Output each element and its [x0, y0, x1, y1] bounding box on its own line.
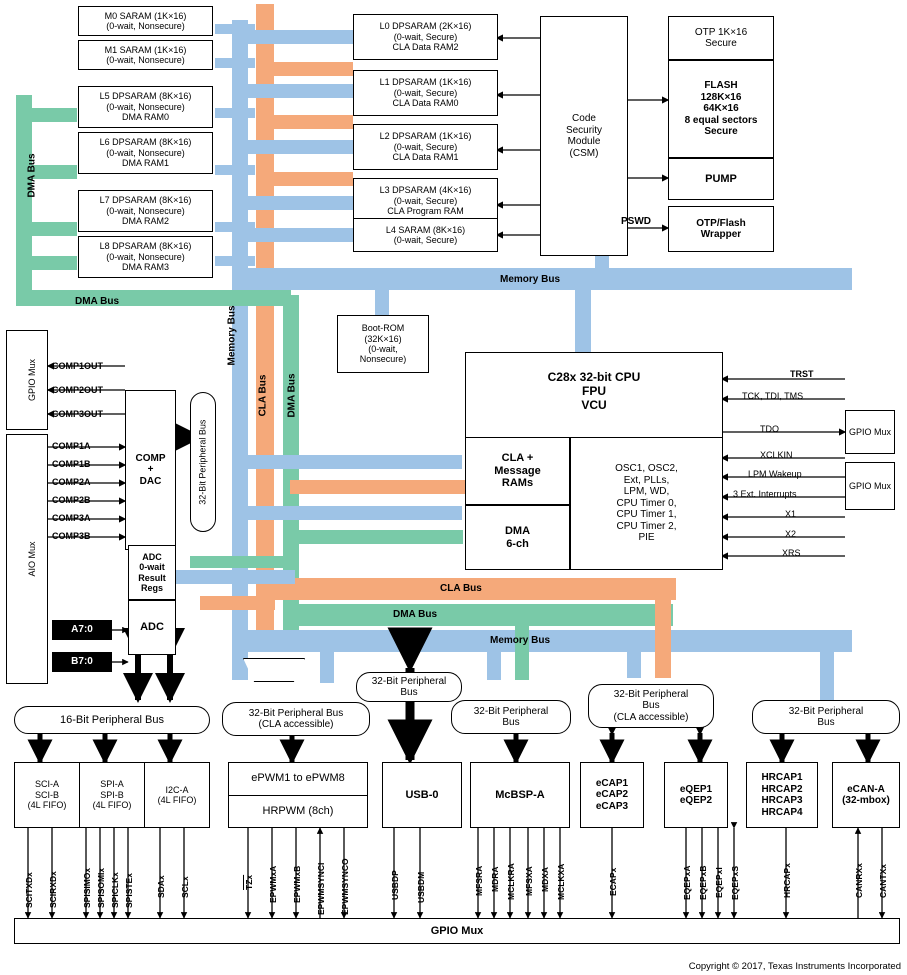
memory-block-l2-label: L2 DPSARAM (1K×16) (0-wait, Secure) CLA Data RAM1	[379, 131, 472, 163]
memory-block-l6-label: L6 DPSARAM (8K×16) (0-wait, Nonsecure) DMA RAM1	[99, 137, 192, 169]
dma-block	[465, 505, 570, 570]
bus-pill-32-bit-right-label: 32-Bit Peripheral Bus	[788, 705, 864, 728]
copyright-notice: Copyright © 2017, Texas Instruments Incorporated	[688, 961, 901, 972]
memory-block-l0-label: L0 DPSARAM (2K×16) (0-wait, Secure) CLA Data RAM2	[379, 21, 472, 53]
otp-label: OTP 1K×16 Secure	[694, 26, 748, 49]
memory-block-l6	[78, 132, 213, 174]
bus-pill-32-bit-usb	[356, 672, 462, 702]
mem-arrow-l5	[215, 108, 255, 118]
memory-block-l5	[78, 86, 213, 128]
pin-epwmxb: EPWMxB	[292, 865, 302, 903]
pin-usbdp: USBDP	[390, 870, 400, 900]
pin-usbdm: USBDM	[416, 871, 426, 903]
bus-pill-16-bit-peripheral	[14, 706, 210, 734]
gpio-mux-right-clk	[845, 462, 895, 510]
dma-arrow-l8	[32, 256, 77, 270]
mid-orange-l1	[256, 62, 353, 76]
pin-hrcapx: HRCAPx	[782, 863, 792, 898]
memory-block-l4-label: L4 SARAM (8K×16) (0-wait, Secure)	[385, 224, 466, 245]
adc-green	[190, 556, 290, 568]
bus-pill-16-bit-peripheral-label: 16-Bit Peripheral Bus	[60, 713, 164, 726]
pin-spisimox: SPISIMOx	[82, 867, 92, 908]
mid-blue-l1	[248, 84, 353, 98]
analog-port-b-label: B7:0	[71, 656, 93, 668]
memory-block-l5-label: L5 DPSARAM (8K×16) (0-wait, Nonsecure) DMA RAM0	[99, 91, 192, 123]
signal-ext-interrupts: 3 Ext. Interrupts	[733, 489, 797, 499]
memory-block-l7	[78, 190, 213, 232]
boot-rom-block	[337, 315, 429, 373]
bus-pill-32-bit-mcbsp-label: 32-Bit Peripheral Bus	[473, 705, 549, 728]
signal-lpm-wakeup: LPM Wakeup	[748, 469, 802, 479]
pin-scitxdx: SCITXDx	[24, 872, 34, 908]
peripheral-hrpwm: HRPWM (8ch)	[262, 804, 334, 817]
memory-block-l7-label: L7 DPSARAM (8K×16) (0-wait, Nonsecure) DMA RAM2	[99, 195, 192, 227]
memory-block-l0	[353, 14, 498, 60]
pin-sclx: SCLx	[180, 876, 190, 898]
bus-pill-32-bit-mcbsp	[451, 700, 571, 734]
dma-arrow-l5	[32, 108, 77, 122]
dma-arrow-l6	[32, 165, 77, 179]
mem-arrow-m1	[215, 58, 255, 68]
peripheral-usb	[382, 762, 462, 828]
adc-result-regs-label: ADC 0-wait Result Regs	[138, 551, 166, 593]
pin-spiclkx: SPICLKx	[110, 872, 120, 908]
peripheral-bus-32-vertical-label: 32-Bit Peripheral Bus	[197, 419, 208, 505]
mid-blue-l3	[248, 196, 353, 210]
comp2a-label: COMP2A	[52, 477, 91, 487]
peripheral-eqep-label: eQEP1 eQEP2	[679, 783, 713, 806]
pin-eqepxs: EQEPxS	[730, 865, 740, 900]
peripheral-ecap-label: eCAP1 eCAP2 eCAP3	[595, 777, 629, 812]
memory-block-l8-label: L8 DPSARAM (8K×16) (0-wait, Nonsecure) DMA RAM3	[99, 241, 192, 273]
signal-xclkin: XCLKIN	[760, 450, 793, 460]
dma-bus-mid-bar	[283, 604, 673, 626]
signal-trst: TRST	[790, 369, 814, 379]
pin-spistex: SPISTEx	[124, 873, 134, 908]
gpio-mux-right-jtag-label: GPIO Mux	[848, 426, 891, 437]
gpio-mux-right-clk-label: GPIO Mux	[848, 480, 891, 491]
boot-rom-label: Boot-ROM (32K×16) (0-wait, Nonsecure)	[359, 323, 407, 365]
adc-label: ADC	[140, 621, 164, 634]
memory-block-l2	[353, 124, 498, 170]
pin-eqepxa: EQEPxA	[682, 865, 692, 900]
memory-block-l1-label: L1 DPSARAM (1K×16) (0-wait, Secure) CLA Data RAM0	[379, 77, 472, 109]
bus-label-cla-vertical: CLA Bus	[257, 374, 269, 417]
memory-bus-drop-epwm	[320, 648, 334, 683]
peripheral-usb-label: USB-0	[405, 788, 439, 801]
pin-cantxx: CANTXx	[878, 863, 888, 898]
peripheral-ecap	[580, 762, 644, 828]
code-security-module	[540, 16, 628, 256]
comp2b-label: COMP2B	[52, 495, 91, 505]
otp-block	[668, 16, 774, 60]
bus-pill-32-bit-ecap-cla	[588, 684, 714, 728]
cla-label: CLA + Message RAMs	[494, 452, 541, 490]
mid-orange-l3	[256, 172, 353, 186]
bus-pill-32-bit-usb-label: 32-Bit Peripheral Bus	[371, 675, 447, 698]
pin-mfsra: MFSRA	[474, 865, 484, 896]
gpio-mux-bottom-label: GPIO Mux	[430, 924, 484, 937]
dma-bus-horizontal-left	[16, 290, 291, 306]
adc-block	[128, 600, 176, 655]
peripheral-i2c: I2C-A (4L FIFO)	[157, 784, 197, 805]
memory-bus-boot-rom	[375, 290, 389, 315]
peripheral-bus-32-vertical	[190, 392, 216, 532]
pin-eqepxb: EQEPxB	[698, 865, 708, 900]
pump-label: PUMP	[705, 172, 737, 185]
mid-orange-l2	[256, 115, 353, 129]
adc-result-regs	[128, 545, 176, 600]
peripheral-eqep	[664, 762, 728, 828]
cla-bus-vertical	[256, 4, 274, 634]
bus-pill-32-bit-right	[752, 700, 900, 734]
pin-epwmsynco: EPWMSYNCO	[340, 858, 350, 915]
bus-label-memory-mid: Memory Bus	[490, 635, 551, 646]
otp-flash-wrapper-label: OTP/Flash Wrapper	[696, 217, 746, 240]
bus-pill-32-bit-cla-label: 32-Bit Peripheral Bus (CLA accessible)	[248, 707, 344, 730]
signal-xrs: XRS	[782, 548, 801, 558]
signal-tck-tdi-tms: TCK, TDI, TMS	[742, 391, 804, 401]
analog-port-a-label: A7:0	[71, 624, 93, 636]
comp2out-label: COMP2OUT	[52, 385, 104, 395]
mid-blue-l0	[248, 30, 353, 44]
comp-dac-block	[125, 390, 176, 550]
signal-x1: X1	[785, 509, 797, 519]
gpio-mux-right-jtag	[845, 410, 895, 454]
memory-block-l8	[78, 236, 213, 278]
adc-orange	[200, 596, 275, 610]
pump-block	[668, 158, 774, 200]
aio-mux-label: AIO Mux	[27, 541, 37, 577]
peripheral-ecan-label: eCAN-A (32-mbox)	[842, 783, 890, 806]
aio-mux	[6, 434, 48, 684]
pin-mdxa: MDXA	[540, 866, 550, 892]
mem-arrow-l8	[215, 256, 255, 266]
pin-mclkra: MCLKRA	[506, 863, 516, 900]
memory-block-m1-label: M1 SARAM (1K×16) (0-wait, Nonsecure)	[104, 44, 187, 65]
peripheral-hrcap-label: HRCAP1 HRCAP2 HRCAP3 HRCAP4	[761, 772, 803, 818]
osc-label: OSC1, OSC2, Ext, PLLs, LPM, WD, CPU Timer 0, CPU Timer 1, CPU Timer 2, PIE	[615, 463, 678, 544]
pin-epwmsynci: EPWMSYNCI	[316, 862, 326, 915]
memory-bus-drop-ecan	[820, 648, 834, 703]
memory-block-l1	[353, 70, 498, 116]
pin-epwmxa: EPWMxA	[268, 865, 278, 903]
comp3b-label: COMP3B	[52, 531, 91, 541]
signal-tdo: TDO	[760, 424, 779, 434]
flash-block	[668, 60, 774, 158]
cpu-blue-1	[232, 455, 462, 469]
memory-block-l4	[353, 218, 498, 252]
pin-mdra: MDRA	[490, 866, 500, 892]
memory-bus-drop-mcbsp	[487, 645, 501, 680]
pin-canrxx: CANRXx	[854, 863, 864, 898]
cla-message-rams	[465, 437, 570, 505]
memory-block-m0	[78, 6, 213, 36]
peripheral-sci-spi-i2c	[14, 762, 210, 828]
bus-label-dma-vertical-mid: DMA Bus	[286, 373, 298, 418]
adc-blue	[175, 570, 295, 584]
bus-label-cla-mid: CLA Bus	[440, 583, 482, 594]
pswd-label: PSWD	[621, 216, 651, 227]
pin-tzx: $\overline{TZx}$	[244, 874, 254, 890]
peripheral-mcbsp-label: McBSP-A	[495, 788, 545, 801]
flash-label: FLASH 128K×16 64K×16 8 equal sectors Secure	[684, 80, 758, 138]
dma-arrow-l7	[32, 222, 77, 236]
gpio-mux-left	[6, 330, 48, 430]
otp-flash-wrapper-block	[668, 206, 774, 252]
bus-label-dma-vertical-left: DMA Bus	[26, 153, 38, 198]
pin-mfsxa: MFSXA	[524, 866, 534, 896]
mid-blue-l2	[248, 140, 353, 154]
gpio-mux-left-label: GPIO Mux	[27, 358, 37, 402]
mid-blue-l4	[248, 228, 353, 242]
bus-pill-32-bit-cla	[222, 702, 370, 736]
comp3out-label: COMP3OUT	[52, 409, 104, 419]
peripheral-mcbsp	[470, 762, 570, 828]
analog-port-b	[52, 652, 112, 672]
dma-bus-drop-mcbsp	[515, 615, 529, 680]
comp-dac-label: COMP + DAC	[135, 452, 166, 487]
peripheral-epwm	[228, 762, 368, 828]
bus-label-memory-vertical: Memory Bus	[226, 305, 238, 366]
cpu-blue-2	[232, 506, 462, 520]
bus-label-memory-top: Memory Bus	[500, 274, 561, 285]
dma-label: DMA 6-ch	[504, 524, 531, 550]
gpio-mux-bottom	[14, 918, 900, 944]
memory-block-m1	[78, 40, 213, 70]
peripheral-epwm-main: ePWM1 to ePWM8	[229, 763, 367, 796]
comp3a-label: COMP3A	[52, 513, 91, 523]
peripheral-sci: SCI-A SCI-B (4L FIFO)	[15, 763, 80, 827]
comp1a-label: COMP1A	[52, 441, 91, 451]
comp1out-label: COMP1OUT	[52, 361, 104, 371]
csm-label: Code Security Module (CSM)	[565, 113, 603, 159]
pin-sdax: SDAx	[156, 875, 166, 898]
comp1b-label: COMP1B	[52, 459, 91, 469]
memory-block-m0-label: M0 SARAM (1K×16) (0-wait, Nonsecure)	[104, 10, 187, 31]
signal-x2: X2	[785, 529, 797, 539]
cpu-label: C28x 32-bit CPU FPU VCU	[547, 370, 641, 412]
cla-bus-drop-ecap	[655, 578, 671, 678]
analog-port-a	[52, 620, 112, 640]
peripheral-hrcap	[746, 762, 818, 828]
bus-label-dma-mid: DMA Bus	[393, 609, 438, 620]
pin-scirxdx: SCIRXDx	[48, 871, 58, 908]
osc-clock-block	[570, 437, 723, 570]
pin-mclkxa: MCLKXA	[556, 863, 566, 900]
analog-mux-symbol	[243, 658, 305, 682]
mem-arrow-l6	[215, 165, 255, 175]
cpu-green-1	[283, 530, 463, 544]
dma-bus-vertical-left	[16, 95, 32, 305]
memory-bus-drop-ecap	[627, 648, 641, 678]
bus-pill-32-bit-ecap-cla-label: 32-Bit Peripheral Bus (CLA accessible)	[613, 688, 689, 723]
bus-label-dma-horizontal-left: DMA Bus	[75, 296, 120, 307]
memory-block-l3-label: L3 DPSARAM (4K×16) (0-wait, Secure) CLA Program RAM	[379, 185, 472, 217]
pin-eqepxi: EQEPxI	[714, 867, 724, 898]
peripheral-ecan	[832, 762, 900, 828]
cpu-orange-1	[290, 480, 465, 494]
peripheral-spi: SPI-A SPI-B (4L FIFO)	[80, 763, 145, 827]
pin-ecapx: ECAPx	[608, 867, 618, 896]
pin-spisomix: SPISOMIx	[96, 867, 106, 908]
